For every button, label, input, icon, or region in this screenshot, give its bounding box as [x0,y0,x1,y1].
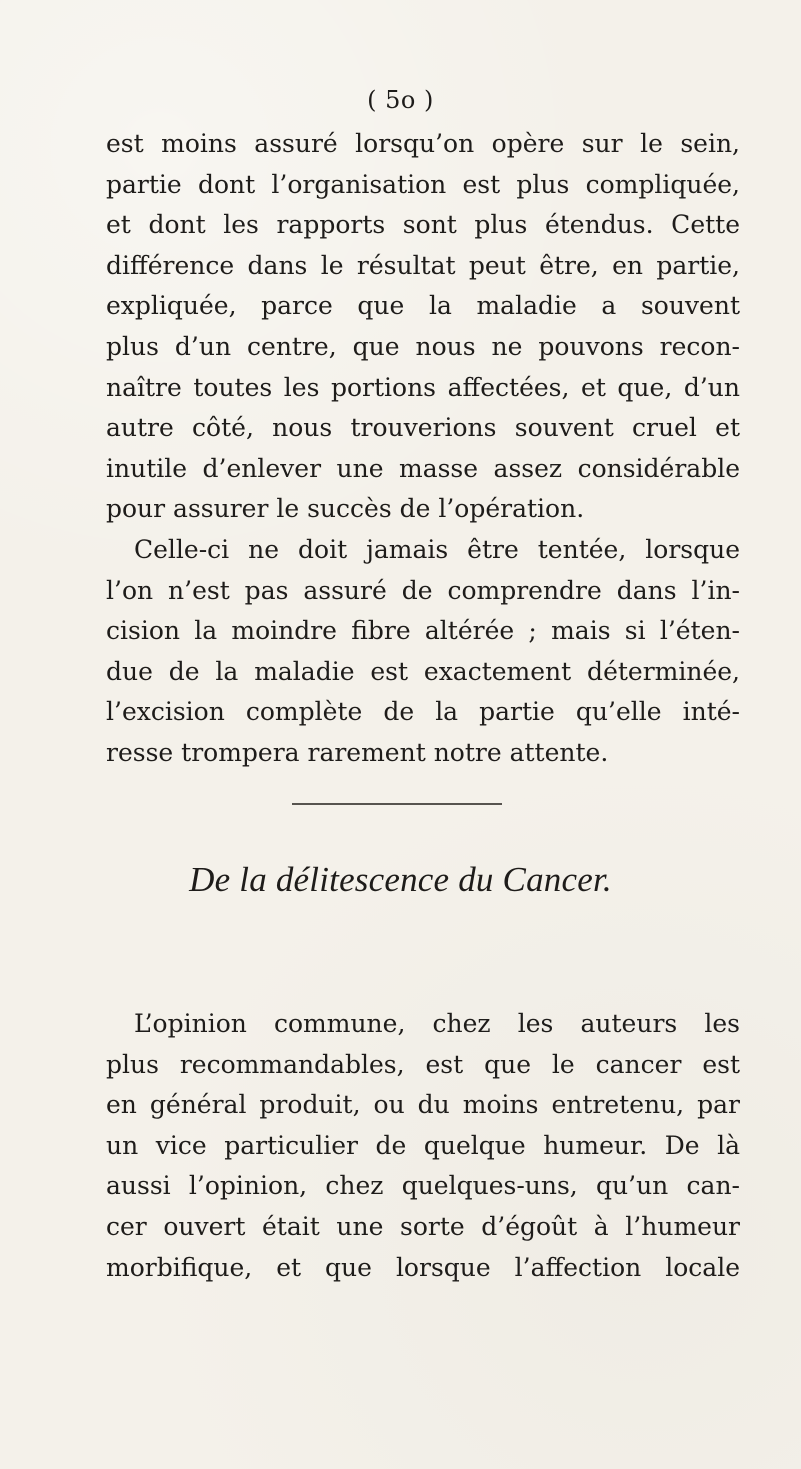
paragraph-1-line: est moins assuré lorsqu’on opère sur le sein, [106,129,740,158]
paragraph-2-line: cision la moindre fibre altérée ; mais si l’éten- [106,616,740,646]
paragraph-2-line: Celle-ci ne doit jamais être tentée, lorsque [134,534,740,564]
paragraph-1-line: plus d’un centre, que nous ne pouvons recon- [106,331,740,361]
paragraph-1-line: différence dans le résultat peut être, en partie, [106,250,740,280]
paragraph-2-line: l’on n’est pas assuré de comprendre dans l’in- [106,575,740,605]
paragraph-3-line: un vice particulier de quelque humeur. De là [106,1130,740,1160]
paragraph-2-line: l’excision complète de la partie qu’elle inté- [106,697,740,727]
section-heading: De la délitescence du Cancer. [189,860,612,899]
paragraph-2-line: resse trompera rarement notre attente. [106,737,609,767]
paragraph-1-line: naître toutes les portions affectées, et que, d’un [106,372,740,402]
page-number: ( 5o ) [367,86,434,114]
paragraph-1-line: pour assurer le succès de l’opération. [106,494,585,524]
section-text-block [106,1004,740,1288]
paragraph-3-line: en général produit, ou du moins entretenu, par [106,1090,740,1120]
paragraph-1-line: partie dont l’organisation est plus compliquée, [106,169,740,199]
paragraph-1-line: expliquée, parce que la maladie a souvent [106,291,740,321]
section-divider [292,803,502,805]
paragraph-1-line: inutile d’enlever une masse assez considérable [106,453,740,483]
paragraph-2-line: due de la maladie est exactement déterminée, [106,656,740,686]
paragraph-3-line: L’opinion commune, chez les auteurs les [134,1009,740,1038]
paragraph-1-line: autre côté, nous trouverions souvent cruel et [106,413,740,443]
paragraph-1-line: et dont les rapports sont plus étendus. Cette [106,210,740,240]
paragraph-3-line: morbifique, et que lorsque l’affection locale [106,1252,740,1282]
paragraph-3-line: cer ouvert était une sorte d’égoût à l’humeur [106,1211,740,1241]
main-text-block [106,124,740,774]
paragraph-3-line: plus recommandables, est que le cancer est [106,1049,740,1079]
paragraph-3-line: aussi l’opinion, chez quelques-uns, qu’un can- [106,1171,740,1201]
